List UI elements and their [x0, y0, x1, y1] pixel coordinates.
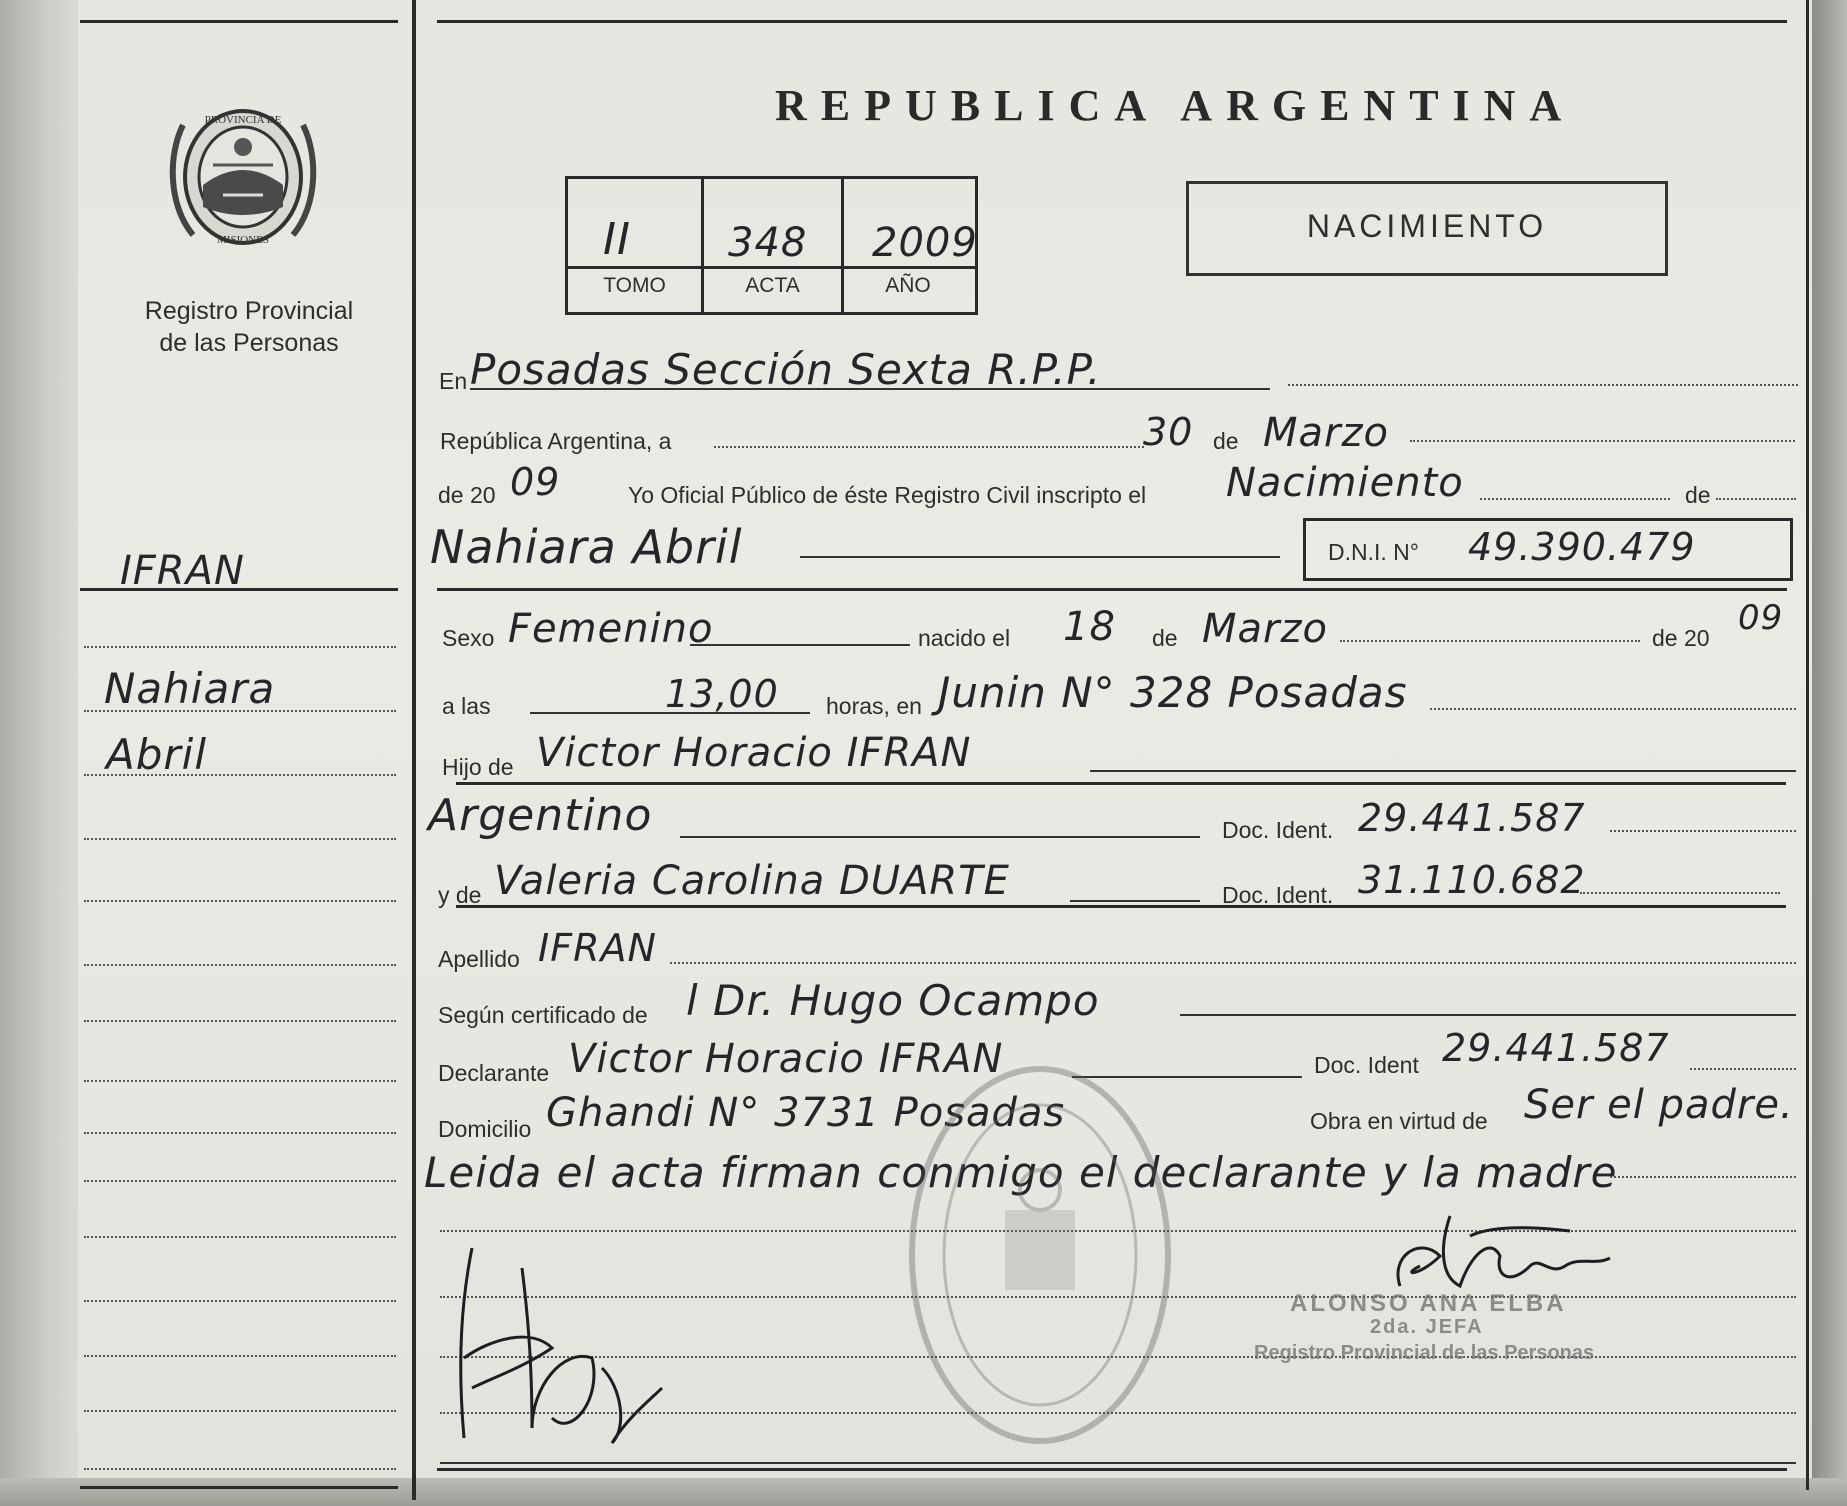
declarante-doc-value: 29.441.587 [1442, 1026, 1670, 1070]
record-box-rule [565, 266, 975, 269]
margin-line [84, 838, 396, 840]
margin-line [84, 1020, 396, 1022]
book-edge-bottom [0, 1478, 1847, 1506]
declarante-value: Victor Horacio IFRAN [568, 1036, 1004, 1082]
apellido-value: IFRAN [538, 926, 657, 970]
en-label: En [439, 368, 468, 394]
fill-line [1340, 640, 1640, 642]
svg-text:PROVINCIA DE: PROVINCIA DE [204, 114, 282, 126]
y-de-label: y de [438, 882, 482, 908]
birth-year-prefix: de 20 [1652, 625, 1710, 651]
acta-label: ACTA [745, 274, 800, 297]
margin-name-line1: Nahiara [104, 664, 276, 713]
anio-value: 2009 [872, 220, 978, 266]
de-label: de [1213, 428, 1239, 454]
form-rule-2 [456, 782, 1786, 785]
place-value: Posadas Sección Sexta R.P.P. [470, 345, 1102, 394]
fill-line [1610, 830, 1796, 832]
domicilio-label: Domicilio [438, 1116, 532, 1142]
fill-line [680, 836, 1200, 838]
book-edge-right [1812, 0, 1847, 1506]
margin-name-line2: Abril [106, 730, 207, 779]
book-binding-left [0, 0, 80, 1506]
document-type-box [1186, 181, 1668, 276]
oficial-text: Yo Oficial Público de éste Registro Civil inscripto el [628, 482, 1147, 508]
birth-place-value: Junin N° 328 Posadas [938, 668, 1408, 717]
dni-label: D.N.I. N° [1328, 539, 1419, 565]
registry-name [98, 295, 400, 359]
declarant-signature [452, 1238, 672, 1448]
column-divider [412, 0, 416, 1500]
fill-line [690, 644, 910, 646]
fill-line [800, 556, 1280, 558]
official-name: ALONSO ANA ELBA [1290, 1290, 1567, 1317]
right-border [1806, 0, 1809, 1490]
acta-value: 348 [728, 220, 808, 266]
fill-line [1716, 498, 1796, 500]
form-top-rule [437, 20, 1787, 23]
fill-line [1070, 900, 1200, 902]
mother-doc-value: 31.110.682 [1358, 858, 1586, 902]
doc-ident-label: Doc. Ident. [1222, 817, 1334, 843]
dni-box [1303, 518, 1793, 581]
fill-line [1580, 892, 1780, 894]
fill-line [670, 962, 1796, 964]
fill-line [1288, 384, 1798, 386]
domicilio-value: Ghandi N° 3731 Posadas [546, 1090, 1066, 1136]
hijo-label: Hijo de [442, 754, 514, 780]
father-doc-value: 29.441.587 [1358, 796, 1586, 840]
margin-line [84, 1410, 396, 1412]
dni-value: 49.390.479 [1468, 525, 1696, 569]
fill-line [1180, 1014, 1796, 1016]
margin-line [84, 646, 396, 648]
official-office: Registro Provincial de las Personas [1254, 1342, 1595, 1364]
year-prefix: de 20 [438, 482, 496, 508]
year-suffix: 09 [510, 460, 561, 504]
a-las-label: a las [442, 693, 491, 719]
fill-line [1690, 1068, 1796, 1070]
nacido-label: nacido el [918, 625, 1011, 651]
de-label-3: de [1152, 625, 1178, 651]
fill-line [470, 388, 1270, 390]
doc-ident-label-3: Doc. Ident [1314, 1052, 1419, 1078]
margin-bottom-rule [80, 1486, 398, 1489]
birth-year-suffix: 09 [1738, 598, 1784, 638]
birth-month-value: Marzo [1202, 606, 1328, 652]
mother-name-value: Valeria Carolina DUARTE [494, 858, 1010, 904]
form-bottom-rule [437, 1468, 1787, 1471]
father-nationality-value: Argentino [428, 790, 653, 841]
father-name-value: Victor Horacio IFRAN [536, 730, 972, 776]
margin-line [84, 964, 396, 966]
margin-line [84, 1468, 396, 1470]
registry-circle-stamp [905, 1060, 1175, 1450]
sexo-value: Femenino [508, 606, 714, 652]
anio-label: AÑO [885, 274, 931, 297]
closing-text: Leida el acta firman conmigo el declarante y la madre [424, 1148, 1618, 1197]
official-role: 2da. JEFA [1370, 1316, 1484, 1338]
fill-line [1430, 708, 1796, 710]
fill-line [714, 446, 1144, 448]
margin-line [84, 1355, 396, 1357]
fill-line [1480, 498, 1670, 500]
month-value: Marzo [1263, 410, 1389, 456]
republica-label: República Argentina, a [440, 428, 672, 454]
margin-line [84, 1300, 396, 1302]
apellido-label: Apellido [438, 946, 520, 972]
horas-label: horas, en [826, 693, 922, 719]
obra-value: Ser el padre. [1524, 1082, 1794, 1128]
certificado-value: l Dr. Hugo Ocampo [686, 976, 1100, 1025]
svg-text:MISIONES: MISIONES [217, 234, 269, 246]
day-value: 30 [1143, 410, 1194, 454]
misiones-seal-icon [163, 95, 323, 265]
margin-line [84, 1132, 396, 1134]
event-value: Nacimiento [1226, 460, 1464, 506]
certificado-label: Según certificado de [438, 1002, 648, 1028]
form-rule-3 [456, 905, 1786, 908]
registry-name-line1: Registro Provincial [144, 297, 354, 325]
margin-line [84, 900, 396, 902]
margin-top-rule [80, 20, 398, 23]
margin-line [84, 1236, 396, 1238]
form-rule-1 [437, 588, 1787, 591]
fill-line [1090, 770, 1796, 772]
page-title: REPUBLICA ARGENTINA [775, 81, 1576, 130]
tomo-label: TOMO [603, 274, 666, 297]
official-signature [1380, 1196, 1620, 1306]
fill-line [1410, 440, 1795, 442]
sexo-label: Sexo [442, 625, 495, 651]
doc-ident-label-2: Doc. Ident. [1222, 882, 1334, 908]
time-value: 13,00 [665, 672, 779, 716]
full-name-value: Nahiara Abril [430, 520, 743, 574]
birth-day-value: 18 [1063, 604, 1116, 650]
registry-name-line2: de las Personas [159, 329, 339, 357]
tomo-value: II [603, 214, 631, 265]
obra-label: Obra en virtud de [1310, 1108, 1488, 1134]
margin-line [84, 1180, 396, 1182]
margin-line [84, 1080, 396, 1082]
declarante-label: Declarante [438, 1060, 550, 1086]
document-type: NACIMIENTO [1306, 208, 1548, 244]
de-label-2: de [1685, 482, 1711, 508]
fill-line [1610, 1176, 1796, 1178]
fill-line [440, 1462, 1796, 1464]
margin-surname: IFRAN [120, 548, 245, 594]
